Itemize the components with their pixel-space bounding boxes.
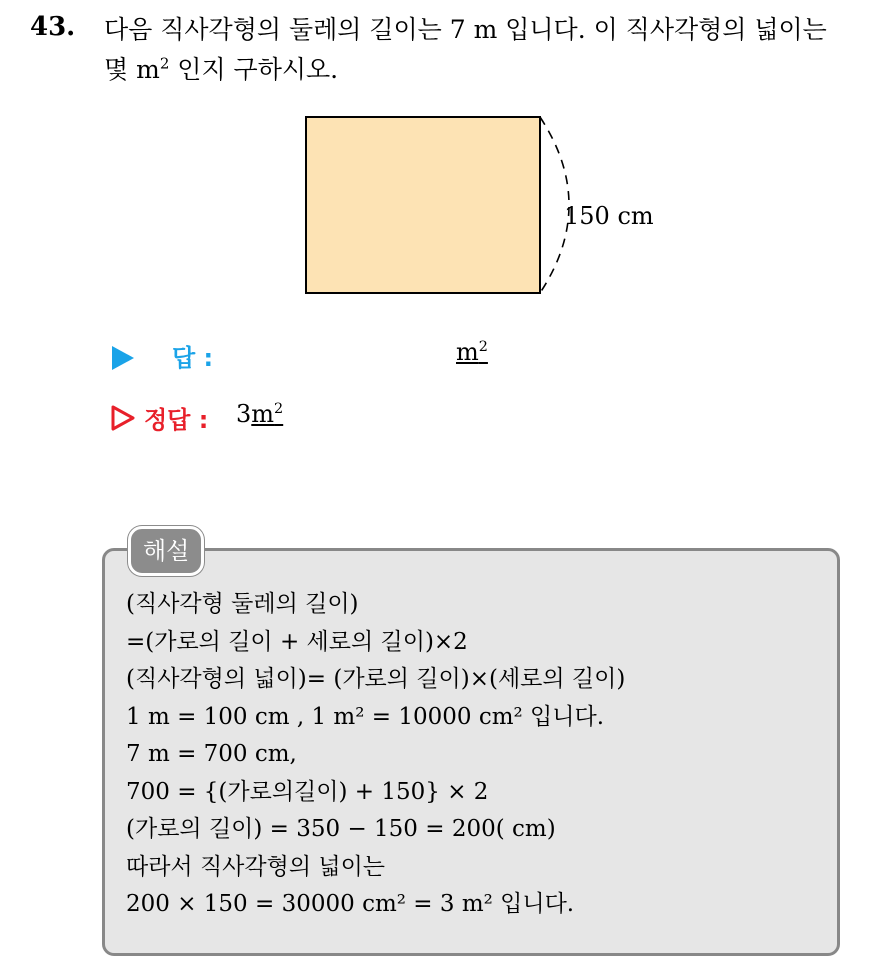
answer-unit <box>456 338 488 366</box>
question-text-line2-pre: 몇 m <box>104 55 160 84</box>
side-length-label: 150 cm <box>564 202 654 230</box>
correct-answer-number: 3 <box>236 400 252 428</box>
explanation-tag: 해설 <box>128 526 204 576</box>
outline-arrow-icon <box>110 404 136 432</box>
correct-answer-unit-text: m <box>251 400 275 428</box>
correct-answer-unit-sup: 2 <box>274 401 284 417</box>
question-text-line2 <box>104 52 338 88</box>
explanation-line: =(가로의 길이 + 세로의 길이)×2 <box>126 628 468 655</box>
correct-answer-unit <box>251 400 283 428</box>
rectangle-figure <box>300 110 680 310</box>
explanation-line: 따라서 직사각형의 넓이는 <box>126 853 386 880</box>
explanation-line: 1 m = 100 cm , 1 m² = 10000 cm² 입니다. <box>126 703 605 730</box>
explanation-line: (가로의 길이) = 350 − 150 = 200( cm) <box>126 816 556 842</box>
explanation-line: 700 = {(가로의길이) + 150} × 2 <box>126 778 489 805</box>
explanation-line: (직사각형의 넓이)= (가로의 길이)×(세로의 길이) <box>126 666 626 692</box>
explanation-line: 200 × 150 = 30000 cm² = 3 m² 입니다. <box>126 891 575 917</box>
play-arrow-icon <box>112 346 134 370</box>
rectangle-shape <box>306 117 540 293</box>
answer-unit-text: m <box>456 338 479 366</box>
question-text-line2-sup: 2 <box>159 54 170 73</box>
correct-answer-label: 정답 : <box>144 406 209 434</box>
question-number: 43. <box>30 12 76 42</box>
answer-label: 답 : <box>172 344 214 372</box>
question-text-line1: 다음 직사각형의 둘레의 길이는 7 m 입니다. 이 직사각형의 넓이는 <box>104 15 827 44</box>
explanation-line: (직사각형 둘레의 길이) <box>126 591 359 617</box>
explanation-line: 7 m = 700 cm, <box>126 741 297 767</box>
question-text-line2-post: 인지 구하시오. <box>169 55 339 84</box>
answer-unit-sup: 2 <box>478 339 488 355</box>
explanation-lines <box>126 586 625 924</box>
correct-answer-value <box>236 400 283 428</box>
